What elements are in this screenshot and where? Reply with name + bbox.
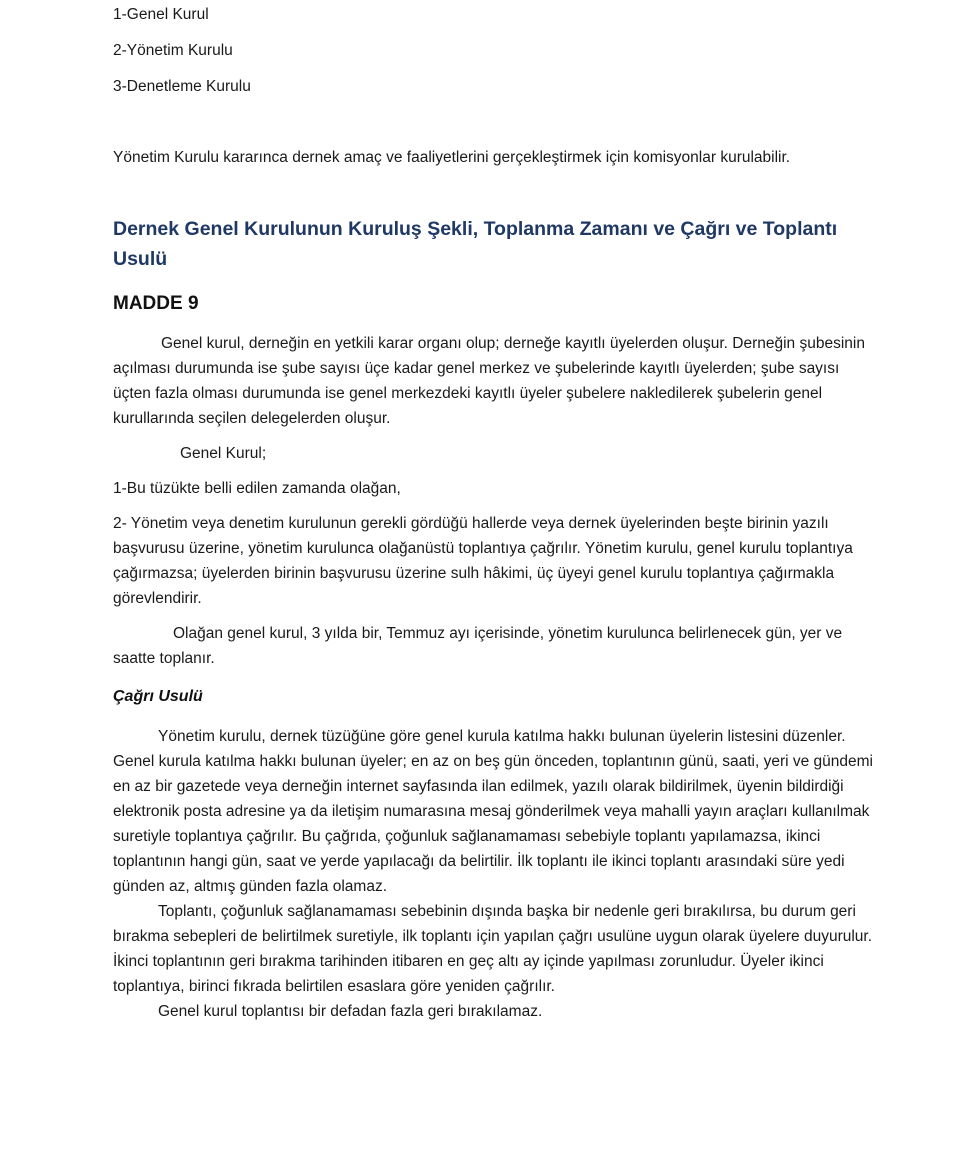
list-item-olaganustu: 2- Yönetim veya denetim kurulunun gerekli gördüğü hallerde veya dernek üyelerinden beşte birinin yazılı başvurusu üzerine, yönetim kurulunca olağanüstü toplantıya çağrılır. Yönetim kurulu, genel kurulu toplantıya çağırmazsa; üyelerden birinin başvurusu üzerine sulh hâkimi, üç üyeyi genel kurulu toplantıya çağırmakla görevlendirir. (113, 515, 853, 607)
paragraph-genel-kurul-definition: Genel kurul, derneğin en yetkili karar organı olup; derneğe kayıtlı üyelerden oluşur. Derneğin şubesinin açılması durumunda ise şube sayısı üçe kadar genel merkez ve şubelerinde kayıtlı üyelerden; şube sayısı üçten fazla olması durumunda ise genel merkezdeki kayıtlı üyeler şubelere nakledilerek şubelerin genel kurullarında seçilen delegelerden oluşur. (113, 335, 865, 427)
list-item-olagan: 1-Bu tüzükte belli edilen zamanda olağan, (113, 480, 401, 497)
commissions-paragraph: Yönetim Kurulu kararınca dernek amaç ve faaliyetlerini gerçekleştirmek için komisyonlar kurulabilir. (113, 149, 791, 166)
organs-list (113, 2, 876, 99)
list-item-yonetim-kurulu: 2-Yönetim Kurulu (113, 42, 233, 59)
paragraph-cagri-2: Toplantı, çoğunluk sağlanamaması sebebinin dışında başka bir nedenle geri bırakılırsa, bu durum geri bırakma sebepleri de belirtilmek suretiyle, ilk toplantı için yapılan çağrı usulüne uygun olarak üyelere duyurulur. İkinci toplantının geri bırakma tarihinden itibaren en geç altı ay içinde yapılması zorunludur. Üyeler ikinci toplantıya, birinci fıkrada belirtilen esaslara göre yeniden çağrılır. (113, 903, 873, 995)
paragraph-cagri-3: Genel kurul toplantısı bir defadan fazla geri bırakılamaz. (158, 1003, 543, 1020)
list-item-denetleme-kurulu: 3-Denetleme Kurulu (113, 78, 251, 95)
paragraph-olagan-toplanti: Olağan genel kurul, 3 yılda bir, Temmuz ayı içerisinde, yönetim kurulunca belirlenecek gün, yer ve saatte toplanır. (113, 625, 843, 667)
paragraph-genel-kurul-label: Genel Kurul; (180, 445, 267, 462)
cagri-usulu-heading: Çağrı Usulü (113, 688, 203, 705)
article-heading-madde-9: MADDE 9 (113, 293, 199, 314)
section-heading: Dernek Genel Kurulunun Kuruluş Şekli, Toplanma Zamanı ve Çağrı ve Toplantı Usulü (113, 218, 838, 270)
list-item-genel-kurul: 1-Genel Kurul (113, 6, 209, 23)
paragraph-cagri-1: Yönetim kurulu, dernek tüzüğüne göre genel kurula katılma hakkı bulunan üyelerin listesini düzenler. Genel kurula katılma hakkı bulunan üyeler; en az on beş gün önceden, toplantının günü, saati, yeri ve gündemi en az bir gazetede veya derneğin internet sayfasında ilan edilmek, yazılı olarak bildirilmek, üyenin bildirdiği elektronik posta adresine ya da iletişim numarasına mesaj gönderilmek veya mahalli yayın araçları kullanılmak suretiyle toplantıya çağrılır. Bu çağrıda, çoğunluk sağlanamaması sebebiyle toplantı yapılamazsa, ikinci toplantının hangi gün, saat ve yerde yapılacağı da belirtilir. İlk toplantı ile ikinci toplantı arasındaki süre yedi günden az, altmış günden fazla olamaz. (113, 728, 873, 895)
